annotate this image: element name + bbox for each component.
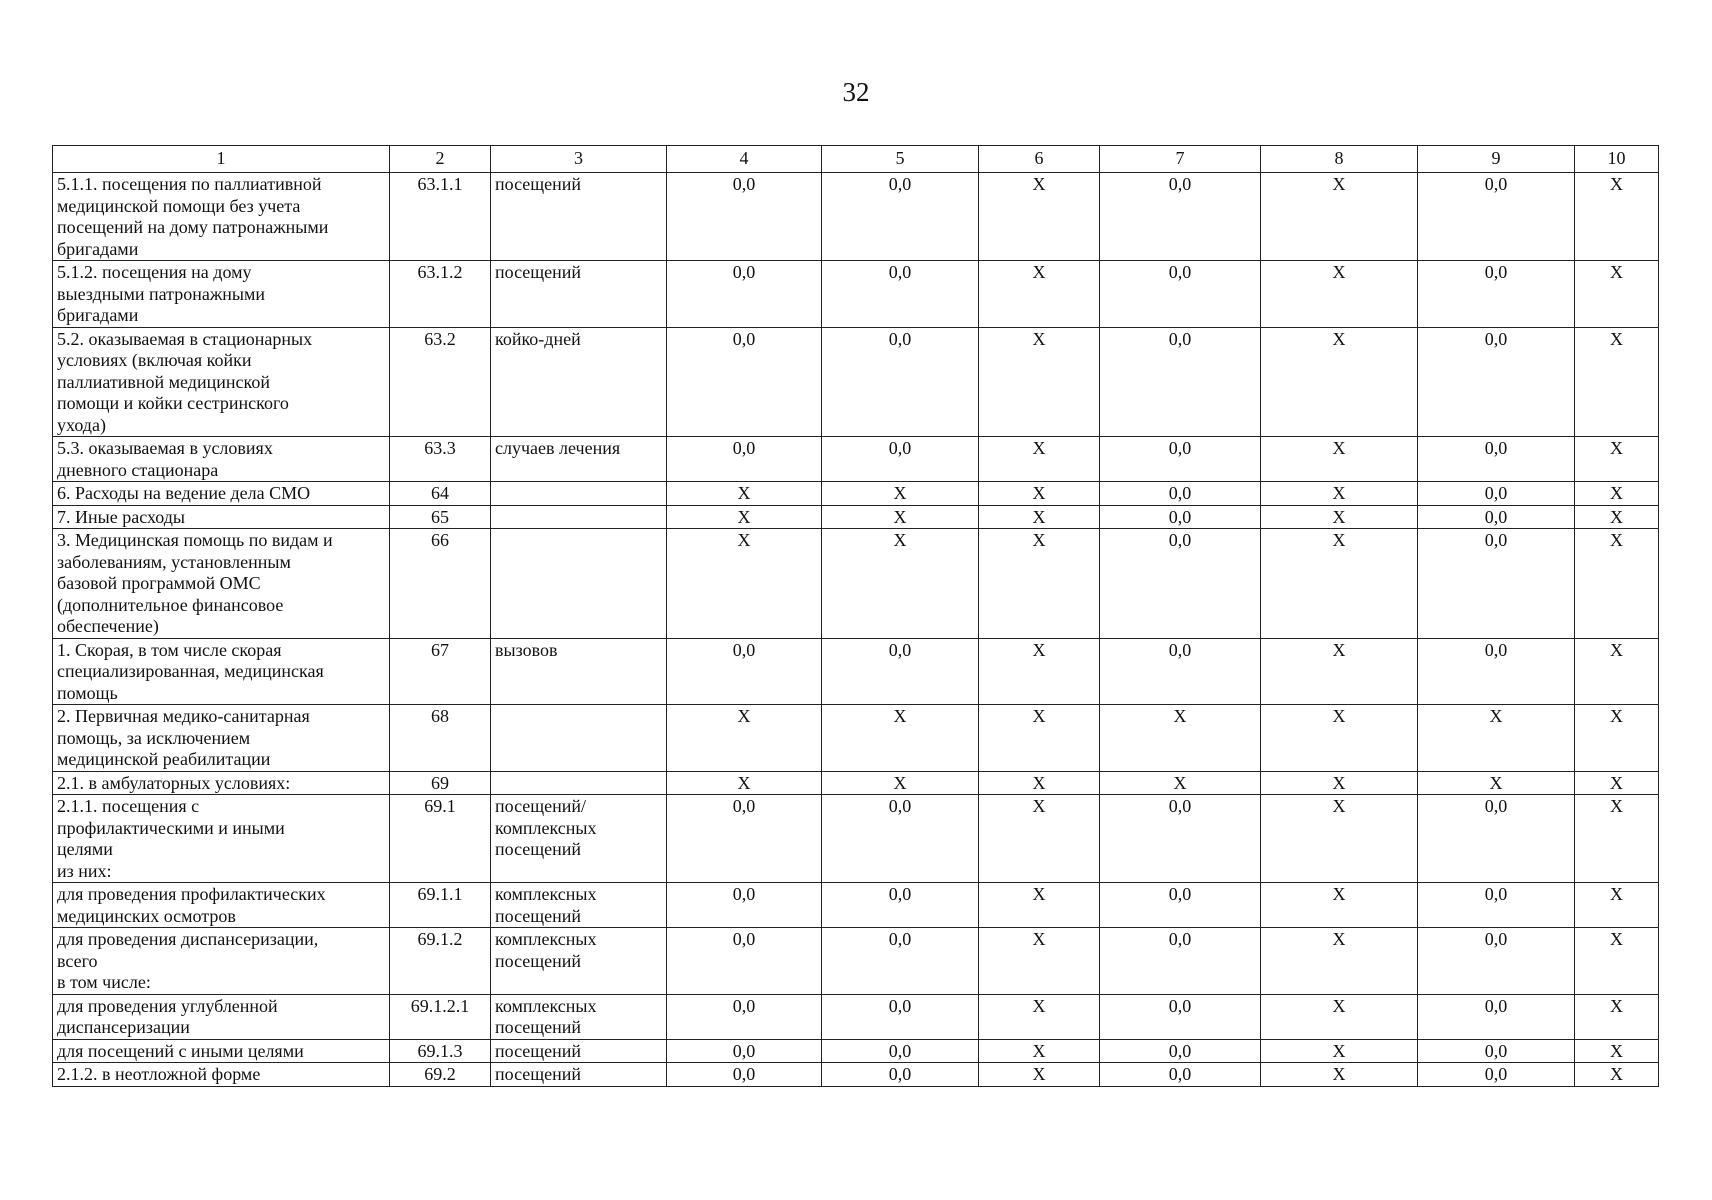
row-value-cell: 0,0 xyxy=(822,1039,979,1063)
row-unit-line: посещений xyxy=(495,950,582,971)
row-value-cell: X xyxy=(1575,327,1659,437)
row-value-cell: X xyxy=(979,482,1100,506)
row-value-cell: X xyxy=(979,529,1100,639)
row-name-line: заболеваниям, установленным xyxy=(57,551,291,572)
row-value-cell: X xyxy=(1575,529,1659,639)
row-value-cell: 0,0 xyxy=(1100,529,1261,639)
row-name-line: 2.1.2. в неотложной форме xyxy=(57,1064,261,1084)
row-value-cell: X xyxy=(822,482,979,506)
row-name-cell xyxy=(53,771,390,795)
row-value-cell: X xyxy=(1575,638,1659,705)
row-name-line: для проведения диспансеризации, xyxy=(57,929,319,949)
row-unit-line: посещений/ xyxy=(495,796,587,816)
row-name-line: медицинской реабилитации xyxy=(57,749,271,769)
header-cell: 3 xyxy=(491,146,667,173)
row-unit-line: посещений xyxy=(495,905,582,926)
row-value-cell: X xyxy=(667,482,822,506)
row-code-cell: 69.1.2 xyxy=(390,928,491,995)
row-code-cell: 69.1.1 xyxy=(390,883,491,928)
row-name-line: 7. Иные расходы xyxy=(57,506,186,527)
row-unit-line: посещений xyxy=(495,1040,582,1061)
row-unit-line: посещений xyxy=(495,1064,582,1084)
row-unit-line: случаев лечения xyxy=(495,438,621,458)
row-value-cell: 0,0 xyxy=(1100,1063,1261,1087)
row-name-line: ухода) xyxy=(57,414,106,435)
row-value-cell: 0,0 xyxy=(1100,437,1261,482)
row-name-cell xyxy=(53,529,390,639)
row-unit-line: посещений xyxy=(495,174,582,194)
row-name-cell xyxy=(53,705,390,772)
data-table xyxy=(52,145,1659,1087)
row-unit-cell xyxy=(491,529,667,639)
row-value-cell: X xyxy=(1261,771,1418,795)
row-value-cell: X xyxy=(1261,705,1418,772)
row-value-cell: X xyxy=(979,437,1100,482)
row-name-line: медицинской помощи без учета xyxy=(57,195,301,216)
row-unit-cell xyxy=(491,1039,667,1063)
row-unit-cell xyxy=(491,482,667,506)
row-value-cell: X xyxy=(1261,994,1418,1039)
row-value-cell: 0,0 xyxy=(1418,529,1575,639)
table-row xyxy=(53,482,1659,506)
row-value-cell: 0,0 xyxy=(1418,1063,1575,1087)
row-name-cell xyxy=(53,327,390,437)
row-name-cell xyxy=(53,482,390,506)
row-name-line: базовой программой ОМС xyxy=(57,573,261,593)
row-value-cell: X xyxy=(1418,705,1575,772)
header-cell: 7 xyxy=(1100,146,1261,173)
row-value-cell: 0,0 xyxy=(667,994,822,1039)
row-code-cell: 69.1.3 xyxy=(390,1039,491,1063)
row-name-line: для посещений с иными целями xyxy=(57,1040,304,1061)
row-value-cell: X xyxy=(667,505,822,529)
row-name-cell xyxy=(53,928,390,995)
table-row xyxy=(53,173,1659,261)
row-value-cell: 0,0 xyxy=(1100,327,1261,437)
row-value-cell: 0,0 xyxy=(822,994,979,1039)
row-value-cell: X xyxy=(1575,994,1659,1039)
header-cell: 6 xyxy=(979,146,1100,173)
row-unit-line: посещений xyxy=(495,262,582,282)
row-value-cell: 0,0 xyxy=(822,437,979,482)
row-name-cell xyxy=(53,437,390,482)
row-value-cell: X xyxy=(1261,173,1418,261)
row-name-line: бригадами xyxy=(57,238,139,259)
row-value-cell: X xyxy=(1575,883,1659,928)
row-value-cell: 0,0 xyxy=(667,928,822,995)
row-name-line: 1. Скорая, в том числе скорая xyxy=(57,639,282,660)
row-unit-cell xyxy=(491,928,667,995)
row-unit-cell xyxy=(491,1063,667,1087)
row-value-cell: 0,0 xyxy=(1418,883,1575,928)
row-name-line: профилактическими и иными xyxy=(57,817,285,838)
row-name-cell xyxy=(53,994,390,1039)
row-value-cell: X xyxy=(1261,482,1418,506)
row-name-line: выездными патронажными xyxy=(57,283,266,304)
row-value-cell: X xyxy=(1261,1039,1418,1063)
row-value-cell: 0,0 xyxy=(822,928,979,995)
row-name-line: помощь xyxy=(57,682,118,703)
row-name-cell xyxy=(53,173,390,261)
row-value-cell: 0,0 xyxy=(1100,994,1261,1039)
row-value-cell: X xyxy=(1261,638,1418,705)
table-row xyxy=(53,1063,1659,1087)
row-value-cell: X xyxy=(1575,173,1659,261)
row-value-cell: 0,0 xyxy=(667,437,822,482)
row-name-cell xyxy=(53,1063,390,1087)
row-name-line: медицинских осмотров xyxy=(57,905,236,926)
row-value-cell: 0,0 xyxy=(667,638,822,705)
row-unit-cell xyxy=(491,437,667,482)
row-unit-line: посещений xyxy=(495,1017,582,1037)
row-value-cell: 0,0 xyxy=(1418,437,1575,482)
row-value-cell: 0,0 xyxy=(1418,505,1575,529)
row-value-cell: 0,0 xyxy=(1418,173,1575,261)
row-value-cell: X xyxy=(1261,437,1418,482)
row-unit-cell xyxy=(491,505,667,529)
row-value-cell: X xyxy=(979,327,1100,437)
row-value-cell: 0,0 xyxy=(667,327,822,437)
row-value-cell: X xyxy=(667,529,822,639)
row-value-cell: X xyxy=(979,795,1100,883)
row-name-line: условиях (включая койки xyxy=(57,350,252,370)
row-unit-cell xyxy=(491,883,667,928)
header-row xyxy=(53,146,1659,173)
row-code-cell: 63.3 xyxy=(390,437,491,482)
row-value-cell: 0,0 xyxy=(1418,928,1575,995)
row-unit-cell xyxy=(491,771,667,795)
row-name-line: целями xyxy=(57,839,113,859)
row-unit-line: посещений xyxy=(495,839,582,859)
row-value-cell: 0,0 xyxy=(822,1063,979,1087)
row-unit-line: вызовов xyxy=(495,639,558,660)
row-name-line: 2. Первичная медико-санитарная xyxy=(57,706,310,726)
row-code-cell: 66 xyxy=(390,529,491,639)
row-value-cell: X xyxy=(1261,883,1418,928)
row-value-cell: X xyxy=(1100,771,1261,795)
row-code-cell: 68 xyxy=(390,705,491,772)
row-code-cell: 67 xyxy=(390,638,491,705)
row-value-cell: 0,0 xyxy=(1100,505,1261,529)
row-name-cell xyxy=(53,795,390,883)
row-name-line: паллиативной медицинской xyxy=(57,371,270,392)
row-value-cell: X xyxy=(979,1063,1100,1087)
row-unit-cell xyxy=(491,994,667,1039)
row-code-cell: 69.2 xyxy=(390,1063,491,1087)
row-name-line: из них: xyxy=(57,860,112,881)
row-code-cell: 63.2 xyxy=(390,327,491,437)
row-value-cell: 0,0 xyxy=(667,883,822,928)
header-cell: 10 xyxy=(1575,146,1659,173)
row-value-cell: 0,0 xyxy=(822,638,979,705)
row-value-cell: X xyxy=(822,705,979,772)
header-cell: 1 xyxy=(53,146,390,173)
row-value-cell: 0,0 xyxy=(822,261,979,328)
row-value-cell: 0,0 xyxy=(1100,883,1261,928)
row-name-line: 6. Расходы на ведение дела СМО xyxy=(57,483,311,503)
row-value-cell: X xyxy=(1575,705,1659,772)
row-value-cell: X xyxy=(1418,771,1575,795)
row-value-cell: 0,0 xyxy=(1100,638,1261,705)
row-value-cell: X xyxy=(1575,437,1659,482)
row-value-cell: 0,0 xyxy=(667,261,822,328)
header-cell: 8 xyxy=(1261,146,1418,173)
row-code-cell: 63.1.1 xyxy=(390,173,491,261)
table-row xyxy=(53,994,1659,1039)
row-value-cell: 0,0 xyxy=(667,1063,822,1087)
row-unit-cell xyxy=(491,261,667,328)
row-name-line: помощь, за исключением xyxy=(57,727,251,748)
row-value-cell: X xyxy=(822,505,979,529)
row-name-cell xyxy=(53,261,390,328)
row-value-cell: X xyxy=(979,883,1100,928)
table-row xyxy=(53,795,1659,883)
table-row xyxy=(53,529,1659,639)
row-code-cell: 63.1.2 xyxy=(390,261,491,328)
row-value-cell: 0,0 xyxy=(1418,795,1575,883)
table-row xyxy=(53,327,1659,437)
row-value-cell: 0,0 xyxy=(1100,261,1261,328)
table-row xyxy=(53,505,1659,529)
row-value-cell: 0,0 xyxy=(1100,173,1261,261)
row-value-cell: 0,0 xyxy=(667,795,822,883)
row-value-cell: 0,0 xyxy=(1418,638,1575,705)
row-value-cell: 0,0 xyxy=(1418,327,1575,437)
row-unit-cell xyxy=(491,795,667,883)
table-row xyxy=(53,705,1659,772)
row-code-cell: 65 xyxy=(390,505,491,529)
row-name-cell xyxy=(53,638,390,705)
row-name-line: 3. Медицинская помощь по видам и xyxy=(57,530,333,550)
row-value-cell: 0,0 xyxy=(1100,482,1261,506)
row-code-cell: 69.1 xyxy=(390,795,491,883)
row-value-cell: X xyxy=(979,173,1100,261)
row-value-cell: 0,0 xyxy=(1418,1039,1575,1063)
row-unit-line: комплексных xyxy=(495,884,597,904)
row-value-cell: X xyxy=(979,994,1100,1039)
row-name-line: дневного стационара xyxy=(57,459,219,480)
row-value-cell: 0,0 xyxy=(667,1039,822,1063)
row-name-line: помощи и койки сестринского xyxy=(57,393,289,413)
row-value-cell: X xyxy=(979,261,1100,328)
row-name-cell xyxy=(53,505,390,529)
row-value-cell: X xyxy=(1575,795,1659,883)
row-name-line: для проведения профилактических xyxy=(57,884,326,904)
row-unit-cell xyxy=(491,173,667,261)
row-name-line: для проведения углубленной xyxy=(57,995,278,1016)
row-value-cell: 0,0 xyxy=(822,327,979,437)
row-value-cell: X xyxy=(979,1039,1100,1063)
row-value-cell: 0,0 xyxy=(1418,482,1575,506)
row-name-line: бригадами xyxy=(57,305,139,325)
row-value-cell: X xyxy=(1261,529,1418,639)
row-name-line: (дополнительное финансовое xyxy=(57,594,284,615)
table-row xyxy=(53,1039,1659,1063)
row-value-cell: 0,0 xyxy=(1100,1039,1261,1063)
row-value-cell: X xyxy=(1575,505,1659,529)
row-value-cell: X xyxy=(1575,482,1659,506)
row-unit-line: комплексных xyxy=(495,995,597,1016)
row-name-cell xyxy=(53,883,390,928)
row-unit-line: койко-дней xyxy=(495,328,581,349)
row-value-cell: X xyxy=(979,928,1100,995)
row-value-cell: 0,0 xyxy=(822,795,979,883)
row-value-cell: X xyxy=(822,771,979,795)
row-value-cell: X xyxy=(1261,1063,1418,1087)
header-cell: 5 xyxy=(822,146,979,173)
row-unit-line: комплексных xyxy=(495,929,597,949)
row-value-cell: X xyxy=(1575,928,1659,995)
row-name-line: посещений на дому патронажными xyxy=(57,217,329,237)
header-cell: 4 xyxy=(667,146,822,173)
row-code-cell: 64 xyxy=(390,482,491,506)
row-value-cell: 0,0 xyxy=(1100,928,1261,995)
row-value-cell: X xyxy=(979,638,1100,705)
row-value-cell: X xyxy=(1575,771,1659,795)
row-code-cell: 69.1.2.1 xyxy=(390,994,491,1039)
row-name-line: 2.1.1. посещения с xyxy=(57,796,200,816)
row-name-line: 5.3. оказываемая в условиях xyxy=(57,438,273,458)
row-value-cell: 0,0 xyxy=(1418,261,1575,328)
row-name-line: диспансеризации xyxy=(57,1017,190,1037)
row-name-line: 2.1. в амбулаторных условиях: xyxy=(57,772,291,793)
table-row xyxy=(53,771,1659,795)
row-name-line: 5.1.2. посещения на дому xyxy=(57,262,252,282)
page-number: 32 xyxy=(842,77,870,107)
row-code-cell: 69 xyxy=(390,771,491,795)
row-value-cell: 0,0 xyxy=(822,173,979,261)
row-value-cell: X xyxy=(1261,327,1418,437)
row-value-cell: 0,0 xyxy=(1100,795,1261,883)
row-unit-line: комплексных xyxy=(495,817,597,838)
row-value-cell: X xyxy=(1261,505,1418,529)
row-unit-cell xyxy=(491,327,667,437)
row-value-cell: X xyxy=(979,705,1100,772)
row-name-line: специализированная, медицинская xyxy=(57,661,324,681)
row-value-cell: X xyxy=(1261,795,1418,883)
header-cell: 2 xyxy=(390,146,491,173)
row-value-cell: X xyxy=(1575,261,1659,328)
table-row xyxy=(53,928,1659,995)
table-row xyxy=(53,883,1659,928)
row-name-line: всего xyxy=(57,950,98,971)
row-value-cell: X xyxy=(1575,1039,1659,1063)
row-value-cell: X xyxy=(822,529,979,639)
table-row xyxy=(53,437,1659,482)
row-unit-cell xyxy=(491,638,667,705)
row-name-cell xyxy=(53,1039,390,1063)
table-row xyxy=(53,638,1659,705)
row-value-cell: X xyxy=(1261,261,1418,328)
row-value-cell: X xyxy=(979,505,1100,529)
row-value-cell: X xyxy=(667,705,822,772)
row-name-line: обеспечение) xyxy=(57,616,159,636)
row-value-cell: 0,0 xyxy=(1418,994,1575,1039)
row-value-cell: X xyxy=(1100,705,1261,772)
row-name-line: 5.2. оказываемая в стационарных xyxy=(57,328,313,349)
row-value-cell: X xyxy=(667,771,822,795)
table-row xyxy=(53,261,1659,328)
row-value-cell: 0,0 xyxy=(822,883,979,928)
row-unit-cell xyxy=(491,705,667,772)
header-cell: 9 xyxy=(1418,146,1575,173)
row-value-cell: 0,0 xyxy=(667,173,822,261)
row-value-cell: X xyxy=(979,771,1100,795)
row-value-cell: X xyxy=(1261,928,1418,995)
row-name-line: в том числе: xyxy=(57,972,151,992)
row-name-line: 5.1.1. посещения по паллиативной xyxy=(57,174,322,194)
row-value-cell: X xyxy=(1575,1063,1659,1087)
